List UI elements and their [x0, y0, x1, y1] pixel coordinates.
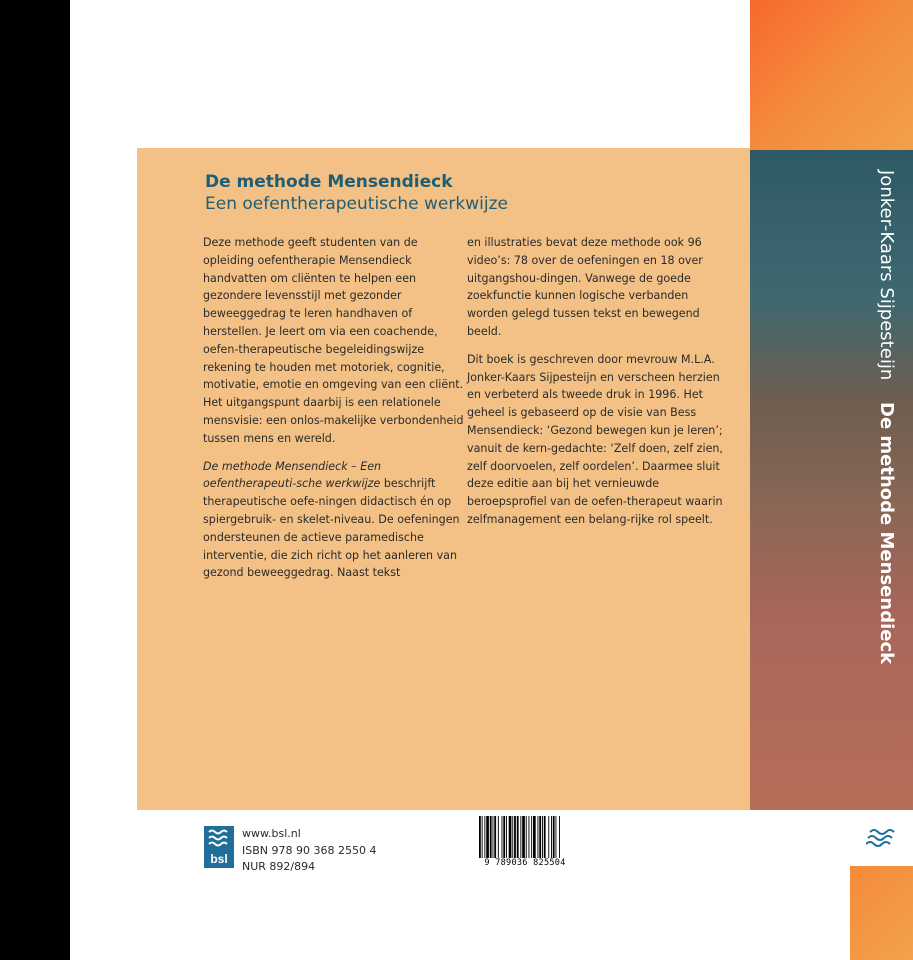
spine-corner-block [850, 866, 913, 960]
blurb-paragraph: en illustraties bevat deze methode ook 96 video’s: 78 over de oefeningen en 18 over uitgangshou-dingen. Vanwege de goede zoekfunctie kunnen logische verbanden worden gelegd tussen tekst en bewegend beeld. [467, 236, 703, 338]
spine-title: De methode Mensendieck [876, 401, 897, 665]
book-subtitle: Een oefentherapeutische werkwijze [205, 194, 508, 214]
spine-top-gradient [750, 0, 913, 150]
publisher-info [204, 826, 376, 876]
blurb-column-2 [467, 234, 729, 539]
publisher-lines [242, 826, 376, 876]
bsl-logo-text: bsl [210, 852, 228, 866]
publisher-website[interactable]: www.bsl.nl [242, 827, 301, 840]
bsl-spine-logo-icon [866, 826, 896, 850]
bsl-logo-icon [204, 826, 234, 868]
blurb-panel [137, 148, 750, 810]
black-edge-strip [0, 0, 70, 960]
book-title: De methode Mensendieck [205, 172, 453, 192]
blurb-paragraph: Dit boek is geschreven door mevrouw M.L.A. Jonker-Kaars Sijpesteijn en verscheen herzien en verbeterd als tweede druk in 1996. Het geheel is gebaseerd op de visie van Bess Mensendieck: ‘Gezond bewegen kun je leren’; vanuit de kern-gedachte: ‘Zelf doen, zelf zien, zelf doorvoelen, zelf oordelen’. Daarmee sluit deze editie aan bij het vernieuwde beroepsprofiel van de oefen-therapeut waarin zelfmanagement een belang-rijke rol speelt. [467, 352, 723, 526]
blurb-column-1 [203, 234, 465, 592]
spine-text [876, 170, 897, 664]
spine-author: Jonker-Kaars Sijpesteijn [876, 170, 897, 381]
blurb-paragraph: Deze methode geeft studenten van de opleiding oefentherapie Mensendieck handvatten om cliënten te helpen een gezondere levensstijl met gezonder beweeggedrag te leren handhaven of herstellen. Je leert om via een coachende, oefen-therapeutische begeleidingswijze rekening te houden met motoriek, cognitie, motivatie, emotie en omgeving van een cliënt. Het uitgangspunt daarbij is een relationele mensvisie: een onlos-makelijke verbondenheid tussen mens en wereld. [203, 236, 464, 445]
isbn-text: ISBN 978 90 368 2550 4 [242, 843, 377, 857]
blurb-text: beschrijft therapeutische oefe-ningen didactisch én op spiergebruik- en skelet-niveau. De oefeningen ondersteunen de actieve paramedische interventie, die zich richt op het aanleren van gezond beweeggedrag. Naast tekst [203, 477, 460, 580]
nur-text: NUR 892/894 [242, 860, 316, 873]
blurb-italic-title: De methode Mensendieck – Een oefentherapeuti-sche werkwijze [203, 459, 382, 491]
blurb-paragraph [203, 458, 465, 583]
waves-icon [206, 828, 232, 850]
spine-bottom-left [750, 866, 850, 960]
barcode-number: 9 789036 825504 [463, 858, 587, 868]
